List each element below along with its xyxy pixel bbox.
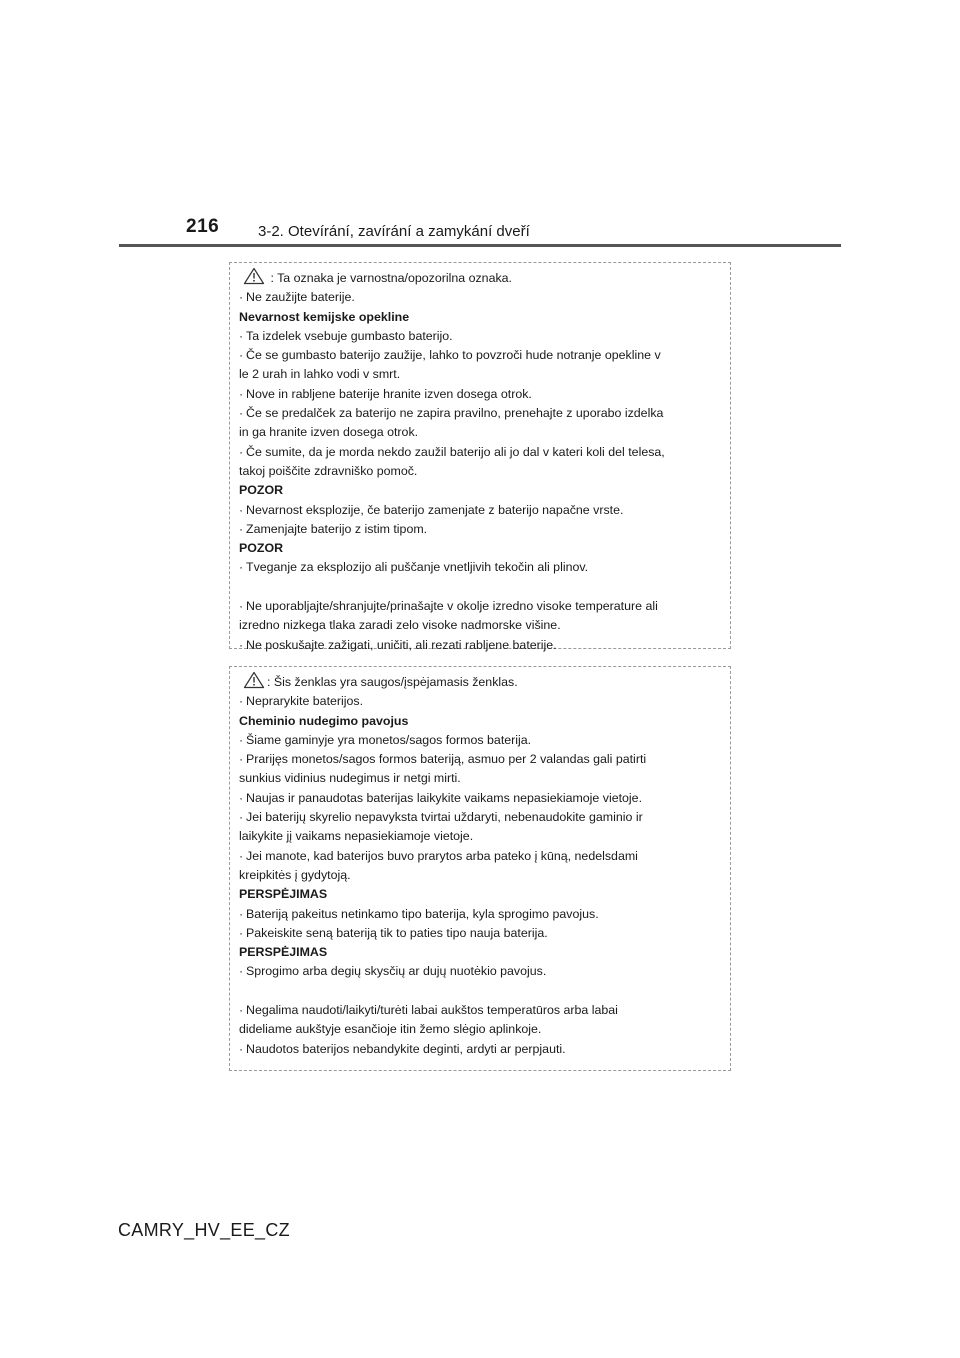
- bullet-text: Negalima naudoti/laikyti/turėti labai aukštos temperatūros arba labai: [246, 1003, 618, 1018]
- bullet-text: Ne zaužijte baterije.: [246, 290, 355, 305]
- bullet-item: [239, 501, 721, 520]
- bullet-item: [239, 1001, 721, 1020]
- bullet-dot-icon: ·: [239, 752, 244, 767]
- bullet-dot-icon: ·: [239, 560, 244, 575]
- bullet-dot-icon: ·: [239, 406, 244, 421]
- bullet-text: Nevarnost eksplozije, če baterijo zamenjate z baterijo napačne vrste.: [246, 502, 624, 517]
- section-heading: POZOR: [239, 541, 284, 556]
- warning-symbol-line: [239, 267, 721, 288]
- bullet-text: Ne uporabljajte/shranjujte/prinašajte v okolje izredno visoke temperature ali: [246, 599, 658, 614]
- bullet-text: Zamenjajte baterijo z istim tipom.: [246, 521, 428, 536]
- bullet-text: Neprarykite baterijos.: [246, 694, 364, 709]
- continuation-text: sunkius vidinius nudegimus ir netgi mirti.: [239, 771, 461, 786]
- blank-line: [239, 578, 721, 597]
- bullet-dot-icon: ·: [239, 848, 244, 863]
- bullet-item: [239, 731, 721, 750]
- bullet-text: Sprogimo arba degių skysčių ar dujų nuotėkio pavojus.: [246, 964, 547, 979]
- continuation-text: in ga hranite izven dosega otrok.: [239, 425, 419, 440]
- warning-symbol-text: : Ta oznaka je varnostna/opozorilna oznaka.: [267, 271, 512, 285]
- bullet-item: [239, 558, 721, 577]
- section-heading: POZOR: [239, 483, 284, 498]
- bullet-item: [239, 924, 721, 943]
- bullet-item: [239, 847, 721, 866]
- bullet-text: Nove in rabljene baterije hranite izven dosega otrok.: [246, 386, 532, 401]
- bullet-item: [239, 789, 721, 808]
- bullet-dot-icon: ·: [239, 599, 244, 614]
- bullet-item: [239, 905, 721, 924]
- blank-line: [239, 982, 721, 1001]
- section-heading: Nevarnost kemijske opekline: [239, 309, 410, 324]
- bullet-text: Če se gumbasto baterijo zaužije, lahko to povzroči hude notranje opekline v: [246, 348, 661, 363]
- bullet-text: Tveganje za eksplozijo ali puščanje vnetljivih tekočin ali plinov.: [246, 560, 589, 575]
- bullet-text: Jei baterijų skyrelio nepavyksta tvirtai uždaryti, nebenaudokite gaminio ir: [246, 810, 643, 825]
- bullet-dot-icon: ·: [239, 1003, 244, 1018]
- battery-warning-box-slovenian: [229, 262, 731, 652]
- header-divider: [119, 244, 841, 247]
- bullet-item: [239, 327, 721, 346]
- bullet-item: [239, 636, 721, 655]
- bullet-item: [239, 750, 721, 769]
- battery-warning-box-lithuanian: [229, 666, 731, 1071]
- bullet-dot-icon: ·: [239, 386, 244, 401]
- warning-symbol-line: [239, 671, 721, 692]
- continuation-text: izredno nizkega tlaka zaradi zelo visoke nadmorske višine.: [239, 618, 561, 633]
- bullet-text: Ne poskušajte zažigati, uničiti, ali rezati rabljene baterije.: [246, 637, 557, 652]
- bullet-item: [239, 597, 721, 616]
- manual-code: CAMRY_HV_EE_CZ: [118, 1220, 290, 1240]
- section-title: 3-2. Otevírání, zavírání a zamykání dveří: [258, 223, 530, 240]
- bullet-dot-icon: ·: [239, 732, 244, 747]
- section-heading: PERSPĖJIMAS: [239, 887, 328, 902]
- bullet-item: [239, 404, 721, 423]
- continuation-text: takoj poiščite zdravniško pomoč.: [239, 463, 418, 478]
- bullet-dot-icon: ·: [239, 348, 244, 363]
- continuation-text: dideliame aukštyje esančioje itin žemo slėgio aplinkoje.: [239, 1022, 542, 1037]
- continuation-text: kreipkitės į gydytoją.: [239, 867, 351, 882]
- bullet-text: Bateriją pakeitus netinkamo tipo baterija, kyla sprogimo pavojus.: [246, 906, 599, 921]
- bullet-text: Ta izdelek vsebuje gumbasto baterijo.: [246, 328, 453, 343]
- bullet-dot-icon: ·: [239, 810, 244, 825]
- bullet-item: [239, 692, 721, 711]
- bullet-item: [239, 808, 721, 827]
- bullet-dot-icon: ·: [239, 964, 244, 979]
- bullet-dot-icon: ·: [239, 694, 244, 709]
- bullet-dot-icon: ·: [239, 502, 244, 517]
- warning-triangle-icon: [243, 267, 267, 285]
- bullet-item: [239, 346, 721, 365]
- bullet-item: [239, 443, 721, 462]
- bullet-item: [239, 288, 721, 307]
- bullet-dot-icon: ·: [239, 790, 244, 805]
- bullet-dot-icon: ·: [239, 444, 244, 459]
- bullet-dot-icon: ·: [239, 521, 244, 536]
- bullet-text: Šiame gaminyje yra monetos/sagos formos baterija.: [246, 732, 532, 747]
- warning-triangle-icon: [243, 671, 267, 689]
- bullet-item: [239, 520, 721, 539]
- bullet-dot-icon: ·: [239, 1041, 244, 1056]
- bullet-item: [239, 1040, 721, 1059]
- bullet-text: Če se predalček za baterijo ne zapira pravilno, prenehajte z uporabo izdelka: [246, 406, 664, 421]
- bullet-dot-icon: ·: [239, 925, 244, 940]
- bullet-text: Prarijęs monetos/sagos formos bateriją, asmuo per 2 valandas gali patirti: [246, 752, 647, 767]
- bullet-item: [239, 962, 721, 981]
- page-number: 216: [186, 216, 220, 237]
- bullet-item: [239, 385, 721, 404]
- bullet-text: Naudotos baterijos nebandykite deginti, ardyti ar perpjauti.: [246, 1041, 566, 1056]
- bullet-text: Če sumite, da je morda nekdo zaužil baterijo ali jo dal v kateri koli del telesa,: [246, 444, 665, 459]
- bullet-dot-icon: ·: [239, 906, 244, 921]
- warning-symbol-text: : Šis ženklas yra saugos/įspėjamasis ženklas.: [267, 675, 518, 689]
- bullet-dot-icon: ·: [239, 637, 244, 652]
- section-heading: Cheminio nudegimo pavojus: [239, 713, 409, 728]
- bullet-dot-icon: ·: [239, 328, 244, 343]
- bullet-text: Pakeiskite seną bateriją tik to paties tipo nauja baterija.: [246, 925, 548, 940]
- continuation-text: le 2 urah in lahko vodi v smrt.: [239, 367, 401, 382]
- bullet-text: Jei manote, kad baterijos buvo prarytos arba pateko į kūną, nedelsdami: [246, 848, 638, 863]
- section-heading: PERSPĖJIMAS: [239, 945, 328, 960]
- continuation-text: laikykite jį vaikams nepasiekiamoje vietoje.: [239, 829, 474, 844]
- bullet-dot-icon: ·: [239, 290, 244, 305]
- bullet-text: Naujas ir panaudotas baterijas laikykite vaikams nepasiekiamoje vietoje.: [246, 790, 643, 805]
